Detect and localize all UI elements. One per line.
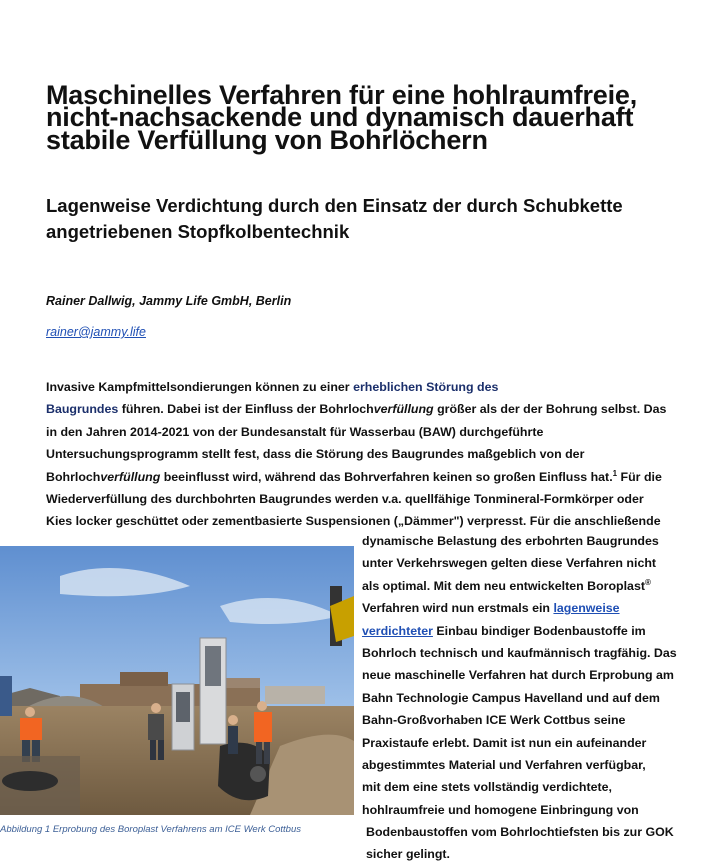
title-line: nicht-nachsackende und dynamisch dauerhaft xyxy=(46,102,634,133)
body-line: Bohrlochverfüllung beeinflusst wird, während das Bohrverfahren keinen so großen Einfluss hat.$^1$ Für die xyxy=(46,468,662,484)
verdichteter-link[interactable]: verdichteter xyxy=(362,623,433,638)
body-line: in den Jahren 2014-2021 von der Bundesanstalt für Wasserbau (BAW) durchgeführte xyxy=(46,424,544,439)
body-line: mit dem eine stets vollständig verdichtete, xyxy=(362,780,612,795)
highlight-text: erheblichen Störung des xyxy=(353,380,499,394)
body-line: als optimal. Mit dem neu entwickelten Boroplast® xyxy=(362,577,651,593)
body-line: Verfahren wird nun erstmals ein lagenweise xyxy=(362,601,620,616)
title-line: Maschinelles Verfahren für eine hohlraumfreie, xyxy=(46,80,637,110)
body-line: unter Verkehrswegen gelten diese Verfahren nicht xyxy=(362,556,657,571)
footnote-ref[interactable]: 1 xyxy=(612,468,618,478)
subtitle-line: angetriebenen Stopfkolbentechnik xyxy=(46,221,350,242)
author-email-link[interactable]: rainer@jammy.life xyxy=(46,325,146,339)
subtitle-line: Lagenweise Verdichtung durch den Einsatz der durch Schubkette xyxy=(46,195,623,216)
body-line: Wiederverfüllung des durchbohrten Baugrundes werden v.a. quellfähige Tonmineral-Formkörper oder xyxy=(46,491,644,506)
body-line: Praxistaufe erlebt. Damit ist nun ein aufeinander xyxy=(362,735,647,750)
body-line: dynamische Belastung des erbohrten Baugrundes xyxy=(362,534,659,548)
body-line: abgestimmtes Material und Verfahren verfügbar, xyxy=(362,757,646,772)
body-line: hohlraumfreie und homogene Einbringung von xyxy=(362,802,639,817)
article-subtitle xyxy=(46,193,686,245)
body-line: Kies locker geschüttet oder zementbasierte Suspensionen („Dämmer") verpresst. Für die anschließende xyxy=(46,514,661,529)
figure-caption: Abbildung 1 Erprobung des Boroplast Verfahrens am ICE Werk Cottbus xyxy=(0,824,301,835)
body-line: Bahn-Großvorhaben ICE Werk Cottbus seine xyxy=(362,713,626,728)
figure-photo xyxy=(0,546,354,815)
body-line: Invasive Kampfmittelsondierungen können zu einer erheblichen Störung des xyxy=(46,380,499,394)
body-line: Untersuchungsprogramm stellt fest, dass die Störung des Baugrundes maßgeblich von der xyxy=(46,447,585,462)
body-line: Bahn Technologie Campus Havelland und auf dem xyxy=(362,690,660,705)
title-line: stabile Verfüllung von Bohrlöchern xyxy=(46,124,488,155)
body-line: Baugrundes führen. Dabei ist der Einfluss der Bohrlochverfüllung größer als der der Bohrung selbst. Das xyxy=(46,402,667,417)
body-line: verdichteter Einbau bindiger Bodenbaustoffe im xyxy=(362,623,646,638)
body-line: sicher gelingt. xyxy=(366,847,450,862)
body-paragraph-top xyxy=(46,376,686,533)
body-line: Bodenbaustoffen vom Bohrlochtiefsten bis zur GOK xyxy=(366,825,674,840)
body-line: Bohrloch technisch und kaufmännisch tragfähig. Das xyxy=(362,645,677,660)
body-line: neue maschinelle Verfahren hat durch Erprobung am xyxy=(362,668,674,683)
lagenweise-link[interactable]: lagenweise xyxy=(553,601,620,616)
article-title xyxy=(46,80,686,155)
registered-mark: ® xyxy=(644,577,651,587)
author-line: Rainer Dallwig, Jammy Life GmbH, Berlin xyxy=(46,294,292,308)
highlight-text: Baugrundes xyxy=(46,402,119,417)
body-paragraph-right xyxy=(362,530,692,866)
